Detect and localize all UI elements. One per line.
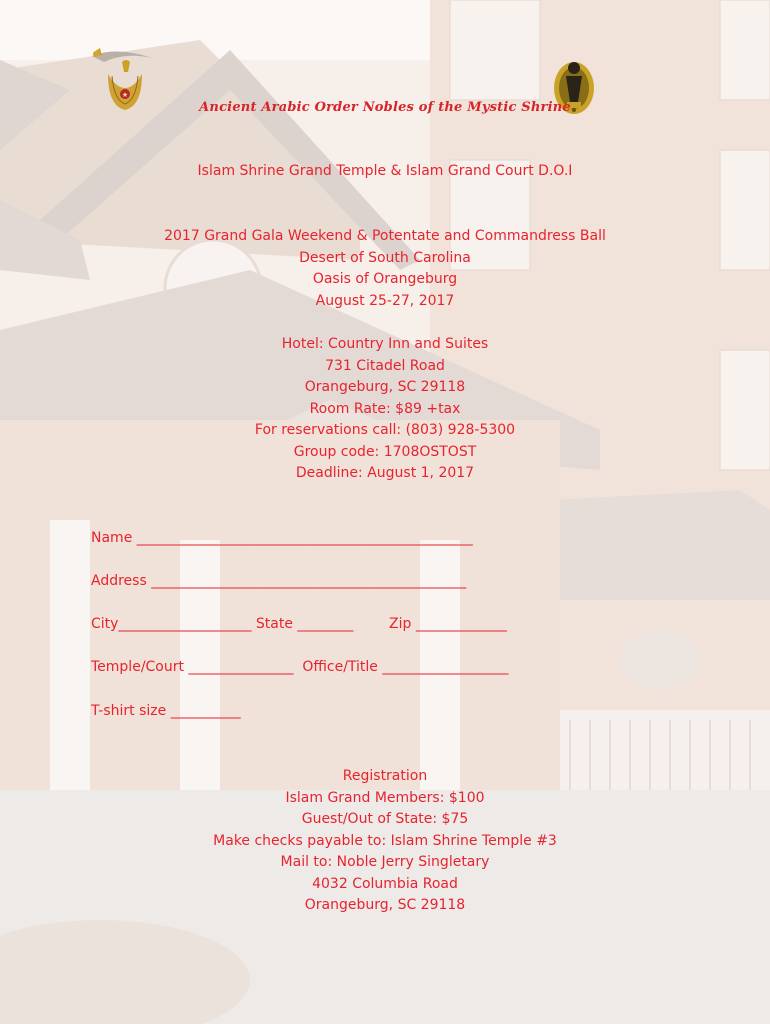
event-dates: August 25-27, 2017 xyxy=(315,292,455,309)
event-oasis: Oasis of Orangeburg xyxy=(312,271,458,287)
registration-mail-to: Mail to: Noble Jerry Singletary xyxy=(280,854,490,870)
hotel-rate: Room Rate: $89 +tax xyxy=(309,400,461,417)
registration-payable: Make checks payable to: Islam Shrine Temple #3 xyxy=(213,832,557,849)
registration-guest: Guest/Out of State: $75 xyxy=(301,811,469,827)
temple-line: Islam Shrine Grand Temple & Islam Grand Court D.O.I xyxy=(197,163,573,179)
hotel-group-code: Group code: 1708OSTOST xyxy=(293,443,477,460)
registration-mail-street: 4032 Columbia Road xyxy=(312,875,458,892)
address-field[interactable]: Address _____________________________________________ xyxy=(91,573,467,589)
svg-text:★: ★ xyxy=(121,91,129,99)
hotel-city: Orangeburg, SC 29118 xyxy=(304,379,466,395)
tshirt-size-field[interactable]: T-shirt size __________ xyxy=(91,703,241,719)
hotel-deadline: Deadline: August 1, 2017 xyxy=(295,465,475,481)
registration-grand-members: Islam Grand Members: $100 xyxy=(285,789,485,806)
hotel-name: Hotel: Country Inn and Suites xyxy=(281,336,489,352)
registration-heading: Registration xyxy=(342,768,428,784)
name-field[interactable]: Name ________________________________________________ xyxy=(91,530,473,546)
registration-mail-city: Orangeburg, SC 29118 xyxy=(304,897,466,913)
event-title: 2017 Grand Gala Weekend & Potentate and Commandress Ball xyxy=(164,228,606,244)
hotel-reservations: For reservations call: (803) 928-5300 xyxy=(254,422,516,438)
organization-title: Ancient Arabic Order Nobles of the Mystic Shrine xyxy=(199,100,571,115)
city-state-zip-field[interactable]: City___________________ State ________ Zip _____________ xyxy=(91,616,507,632)
event-desert: Desert of South Carolina xyxy=(299,249,471,266)
hotel-street: 731 Citadel Road xyxy=(325,357,445,374)
temple-office-field[interactable]: Temple/Court _______________ Office/Title __________________ xyxy=(91,659,509,675)
